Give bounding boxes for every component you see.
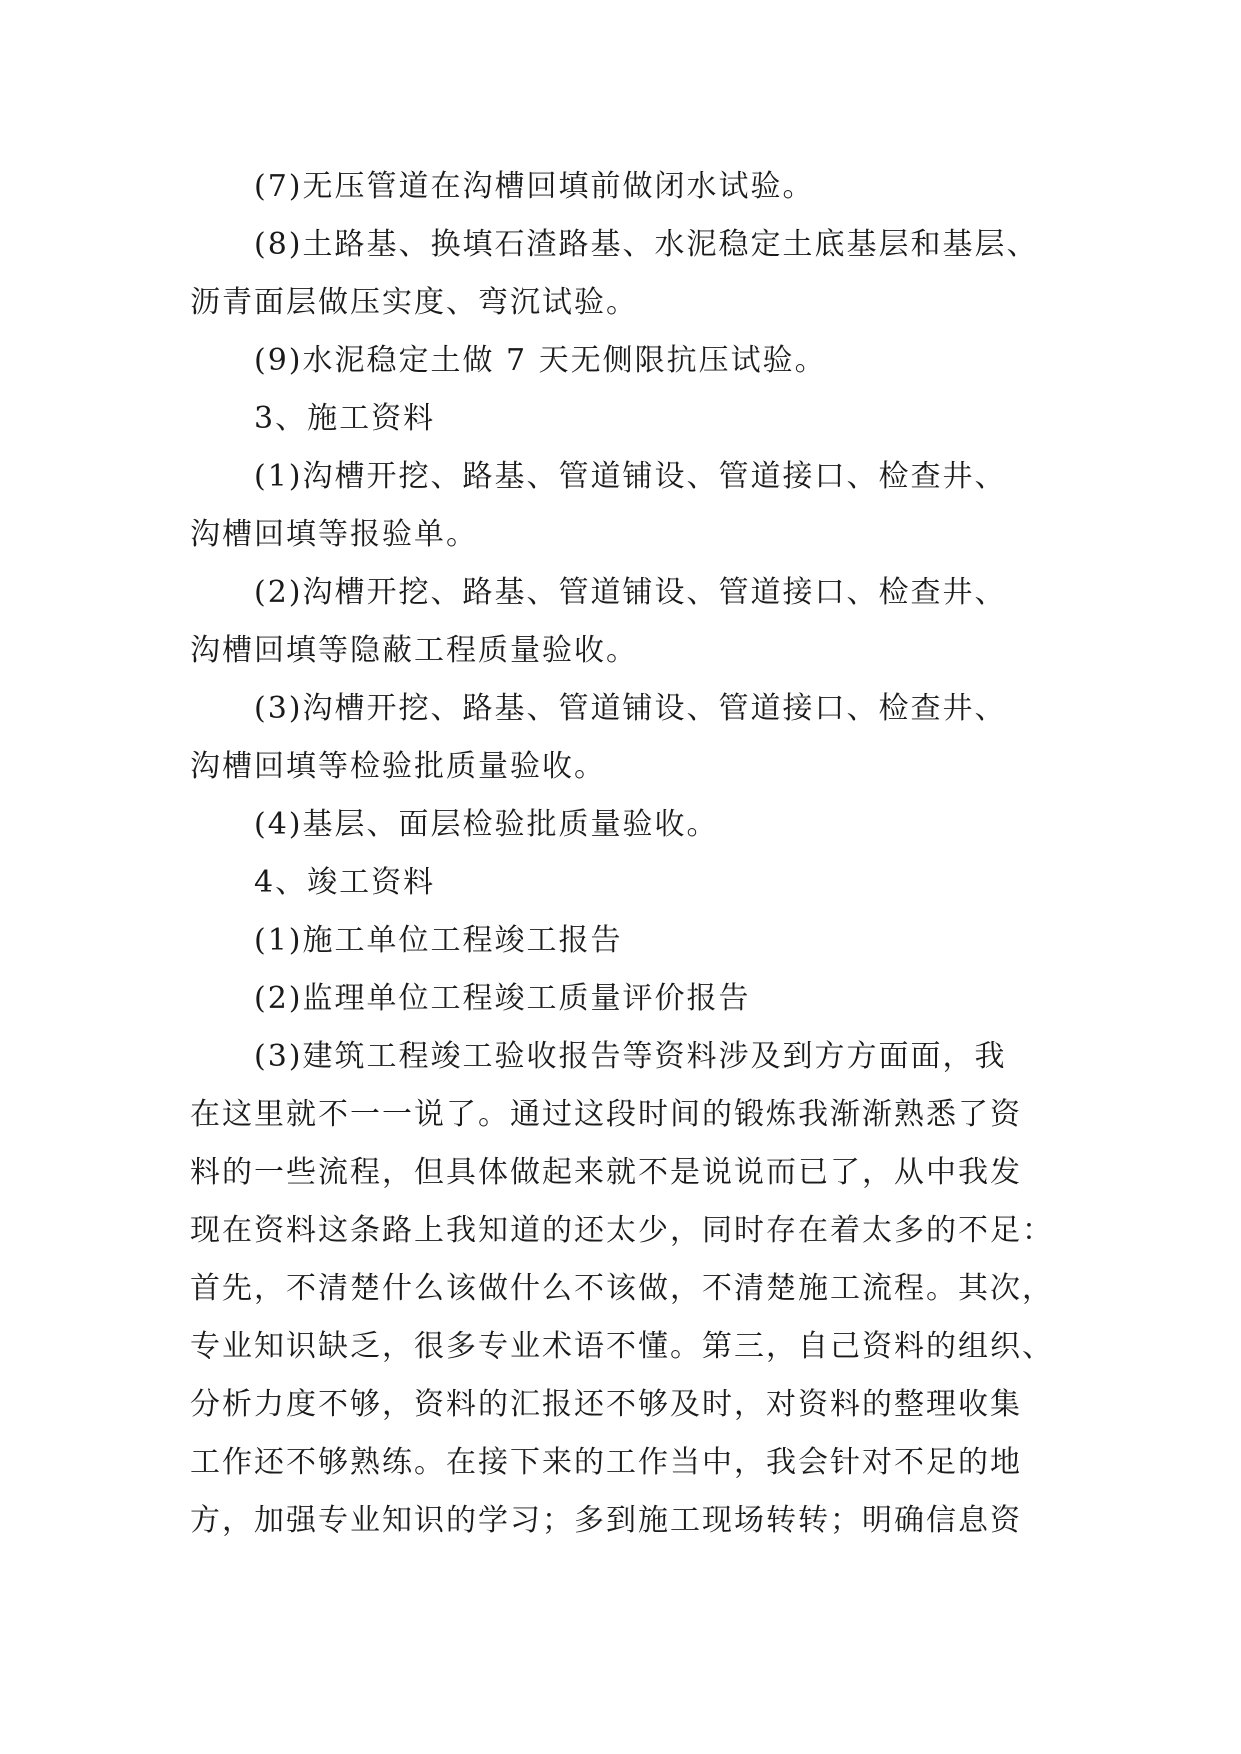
text-line: (2)监理单位工程竣工质量评价报告	[254, 981, 751, 1016]
text-line: 沟槽回填等检验批质量验收。	[190, 749, 606, 784]
paragraph-completion-item-2	[190, 970, 1065, 1028]
text-line: 料的一些流程，但具体做起来就不是说说而已了，从中我发	[190, 1155, 1022, 1190]
paragraph-completion-item-1	[190, 912, 1065, 970]
text-line: (3)建筑工程竣工验收报告等资料涉及到方方面面，我	[254, 1039, 1007, 1074]
text-line: (8)土路基、换填石渣路基、水泥稳定土底基层和基层、	[254, 227, 1039, 262]
text-line: 在这里就不一一说了。通过这段时间的锻炼我渐渐熟悉了资	[190, 1097, 1022, 1132]
text-line: 沟槽回填等报验单。	[190, 517, 478, 552]
text-line: 专业知识缺乏，很多专业术语不懂。第三，自己资料的组织、	[190, 1329, 1054, 1364]
paragraph-item-8	[190, 216, 1065, 332]
section-heading-construction-docs	[190, 390, 1065, 448]
paragraph-item-9	[190, 332, 1065, 390]
text-line: 3、施工资料	[254, 401, 436, 436]
text-line: 方，加强专业知识的学习；多到施工现场转转；明确信息资	[190, 1503, 1022, 1538]
text-line: (9)水泥稳定土做 7 天无侧限抗压试验。	[254, 343, 827, 378]
text-line: (7)无压管道在沟槽回填前做闭水试验。	[254, 169, 815, 204]
paragraph-item-2	[190, 564, 1065, 680]
paragraph-item-4	[190, 796, 1065, 854]
text-line: 4、竣工资料	[254, 865, 436, 900]
text-line: 沥青面层做压实度、弯沉试验。	[190, 285, 638, 320]
paragraph-item-7	[190, 158, 1065, 216]
text-line: 沟槽回填等隐蔽工程质量验收。	[190, 633, 638, 668]
text-line: (3)沟槽开挖、路基、管道铺设、管道接口、检查井、	[254, 691, 1007, 726]
text-line: 首先，不清楚什么该做什么不该做，不清楚施工流程。其次，	[190, 1271, 1054, 1306]
section-heading-completion-docs	[190, 854, 1065, 912]
document-body	[190, 158, 1065, 1550]
text-line: 分析力度不够，资料的汇报还不够及时，对资料的整理收集	[190, 1387, 1022, 1422]
paragraph-item-1	[190, 448, 1065, 564]
paragraph-item-3	[190, 680, 1065, 796]
paragraph-completion-item-3	[190, 1028, 1065, 1550]
text-line: (2)沟槽开挖、路基、管道铺设、管道接口、检查井、	[254, 575, 1007, 610]
text-line: (1)施工单位工程竣工报告	[254, 923, 623, 958]
text-line: 现在资料这条路上我知道的还太少，同时存在着太多的不足：	[190, 1213, 1054, 1248]
text-line: 工作还不够熟练。在接下来的工作当中，我会针对不足的地	[190, 1445, 1022, 1480]
text-line: (1)沟槽开挖、路基、管道铺设、管道接口、检查井、	[254, 459, 1007, 494]
text-line: (4)基层、面层检验批质量验收。	[254, 807, 719, 842]
